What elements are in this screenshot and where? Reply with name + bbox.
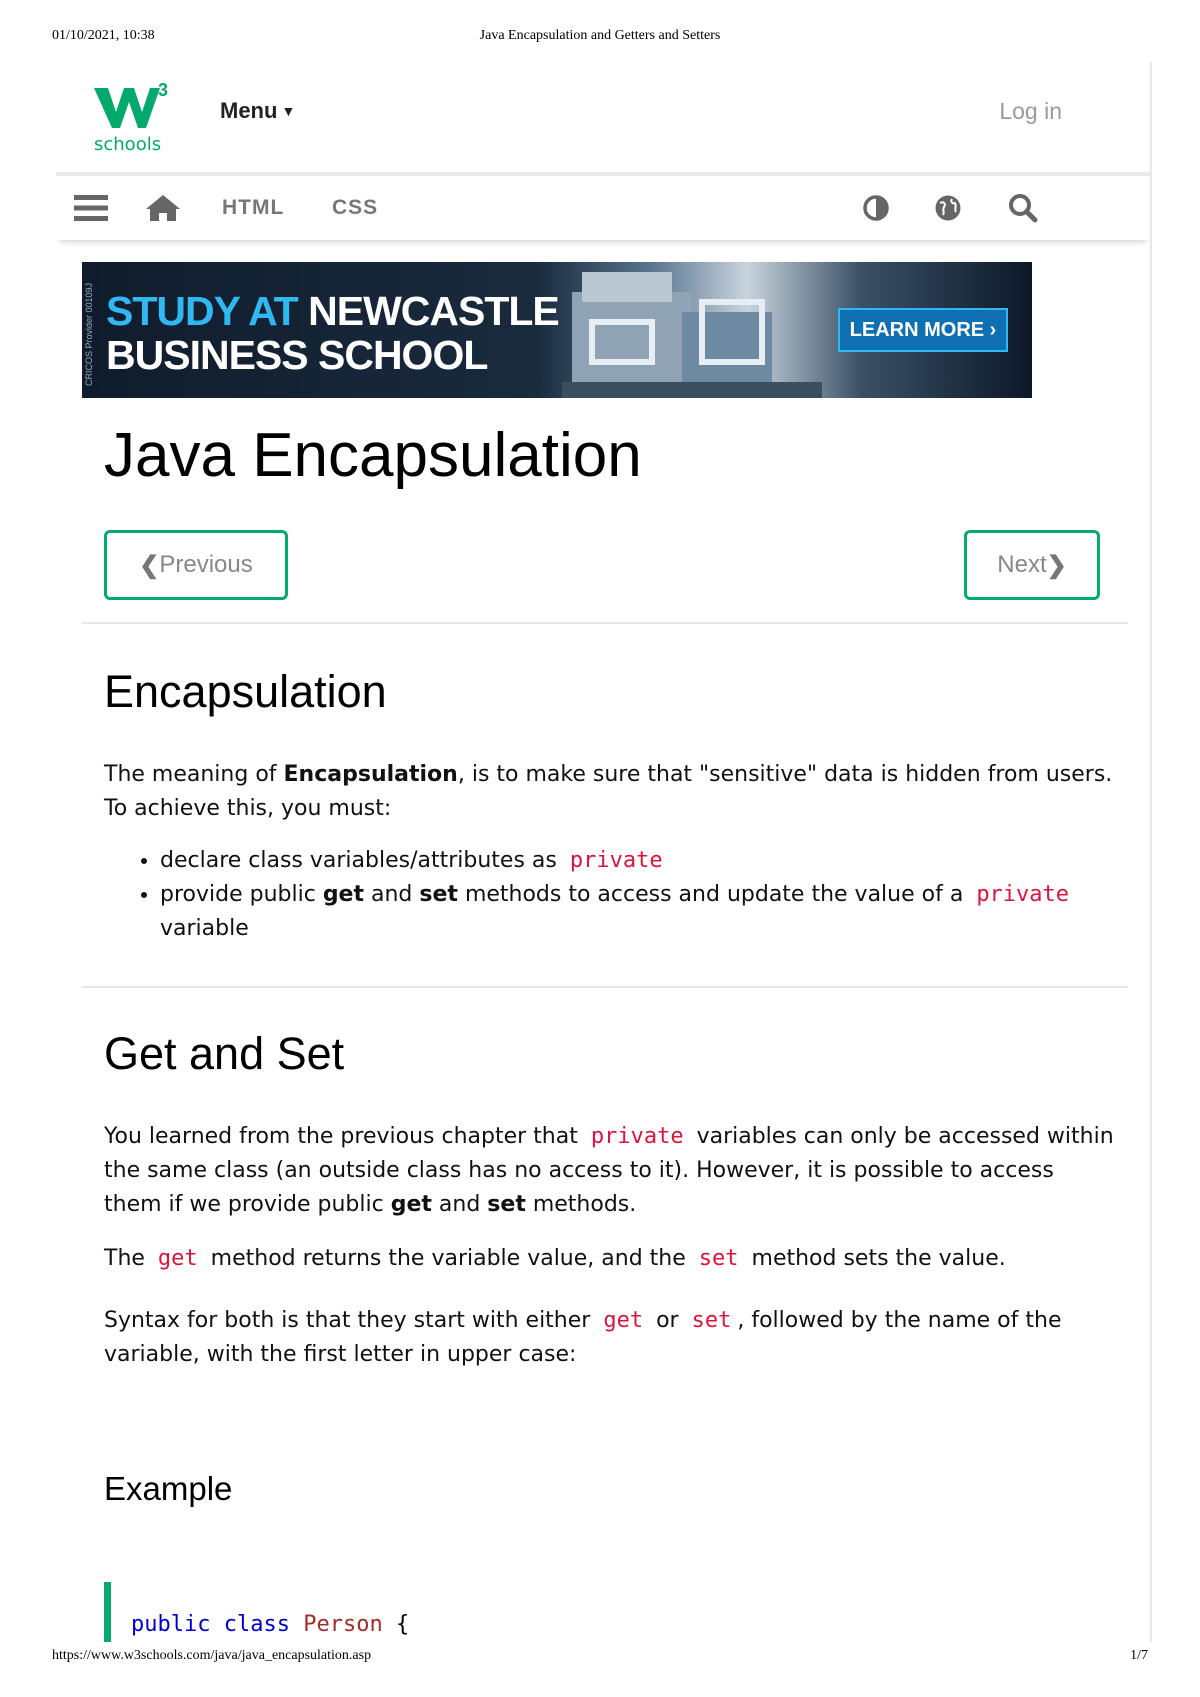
code-example	[104, 1582, 1111, 1642]
learn-more-button[interactable]: LEARN MORE ›	[838, 308, 1008, 352]
inline-code: private	[976, 882, 1070, 907]
caret-down-icon: ▼	[281, 103, 296, 119]
page-title: Java Encapsulation	[104, 421, 642, 490]
code-class: Person	[303, 1612, 383, 1637]
text: , is to make sure that "sensitive" data is hidden from users. To achieve this, you must:	[104, 762, 1113, 821]
text: , followed by the name of the variable, with the first letter in upper case:	[104, 1308, 1062, 1367]
text: provide public	[160, 882, 316, 907]
previous-button[interactable]	[104, 530, 288, 600]
text: methods.	[532, 1192, 637, 1217]
banner-highlight: STUDY AT	[106, 288, 298, 334]
list-item	[160, 878, 1152, 946]
w3schools-logo[interactable]	[94, 80, 174, 152]
example-heading: Example	[104, 1470, 233, 1507]
print-header	[52, 28, 1148, 52]
text: declare class variables/attributes as	[160, 848, 557, 873]
text: or	[656, 1308, 679, 1333]
print-footer	[52, 1648, 1148, 1668]
print-url: https://www.w3schools.com/java/java_encapsulation.asp	[52, 1648, 372, 1663]
logo-sup: 3	[158, 80, 169, 100]
home-button[interactable]	[146, 190, 180, 226]
code-brace: {	[395, 1612, 410, 1637]
next-button[interactable]	[964, 530, 1100, 600]
search-button[interactable]	[1008, 190, 1038, 226]
getset-paragraph-3	[104, 1304, 1114, 1372]
browser-page	[56, 62, 1152, 1642]
logo-text: schools	[94, 134, 162, 152]
text: method sets the value.	[751, 1246, 1006, 1271]
chevron-right-icon: ❯	[1046, 551, 1067, 579]
inline-code: private	[569, 848, 663, 873]
nav-bar	[56, 172, 1150, 240]
nav-css[interactable]	[332, 190, 378, 226]
text: You learned from the previous chapter that	[104, 1124, 578, 1149]
divider	[82, 622, 1128, 624]
getset-paragraph-1	[104, 1120, 1114, 1222]
nav-css-label: CSS	[332, 196, 379, 219]
banner-cricos: CRICOS Provider 00109J	[84, 282, 94, 386]
list-item	[160, 844, 1152, 878]
print-title: Java Encapsulation and Getters and Setters	[479, 28, 721, 43]
code-line-1	[131, 1612, 409, 1637]
inline-code: set	[691, 1308, 732, 1333]
hamburger-menu-button[interactable]	[74, 190, 108, 226]
globe-icon	[934, 194, 962, 222]
section-heading-encapsulation: Encapsulation	[104, 666, 387, 717]
banner-line1-rest: NEWCASTLE	[308, 288, 559, 334]
home-icon	[146, 193, 180, 223]
building-image	[562, 262, 822, 398]
text: The	[104, 1246, 145, 1271]
section-heading-get-set: Get and Set	[104, 1028, 345, 1079]
text: and	[371, 882, 413, 907]
previous-label: Previous	[159, 551, 253, 578]
w3-logo-icon	[94, 80, 174, 152]
menu-label: Menu	[220, 98, 278, 123]
contrast-icon	[862, 194, 890, 222]
bold-term: Encapsulation	[283, 762, 458, 787]
text: method returns the variable value, and the	[210, 1246, 686, 1271]
text: and	[438, 1192, 481, 1217]
inline-code: private	[590, 1124, 684, 1149]
nav-html-label: HTML	[222, 196, 285, 219]
print-page-number: 1/7	[1130, 1648, 1148, 1663]
banner-headline-1	[106, 288, 559, 335]
text: variables can only be accessed within the same class (an outside class has no access to it). However, it is possible to access them if we provide public	[104, 1124, 1114, 1217]
language-button[interactable]	[934, 190, 962, 226]
menu-button[interactable]	[220, 98, 295, 124]
nav-html[interactable]	[222, 190, 284, 226]
encapsulation-paragraph	[104, 758, 1114, 826]
next-label: Next	[997, 551, 1047, 578]
bold-term: get	[322, 882, 364, 907]
bold-term: get	[390, 1192, 432, 1217]
inline-code: set	[698, 1246, 739, 1271]
text: The meaning of	[104, 762, 277, 787]
inline-code: get	[603, 1308, 644, 1333]
print-date: 01/10/2021, 10:38	[52, 28, 155, 43]
divider	[82, 986, 1128, 988]
ad-banner[interactable]	[82, 262, 1032, 398]
bold-term: set	[419, 882, 458, 907]
search-icon	[1008, 193, 1038, 223]
hamburger-icon	[74, 193, 108, 223]
contrast-button[interactable]	[862, 190, 890, 226]
inline-code: get	[157, 1246, 198, 1271]
banner-headline-2: BUSINESS SCHOOL	[106, 332, 488, 378]
text: variable	[160, 916, 249, 941]
login-link[interactable]: Log in	[999, 98, 1062, 124]
requirements-list	[104, 844, 1152, 946]
top-bar	[56, 62, 1150, 172]
code-keyword: class	[223, 1612, 290, 1637]
text: Syntax for both is that they start with either	[104, 1308, 591, 1333]
chevron-left-icon: ❮	[139, 551, 160, 579]
code-keyword: public	[131, 1612, 211, 1637]
bold-term: set	[487, 1192, 526, 1217]
getset-paragraph-2	[104, 1242, 1114, 1276]
text: methods to access and update the value of a	[464, 882, 964, 907]
